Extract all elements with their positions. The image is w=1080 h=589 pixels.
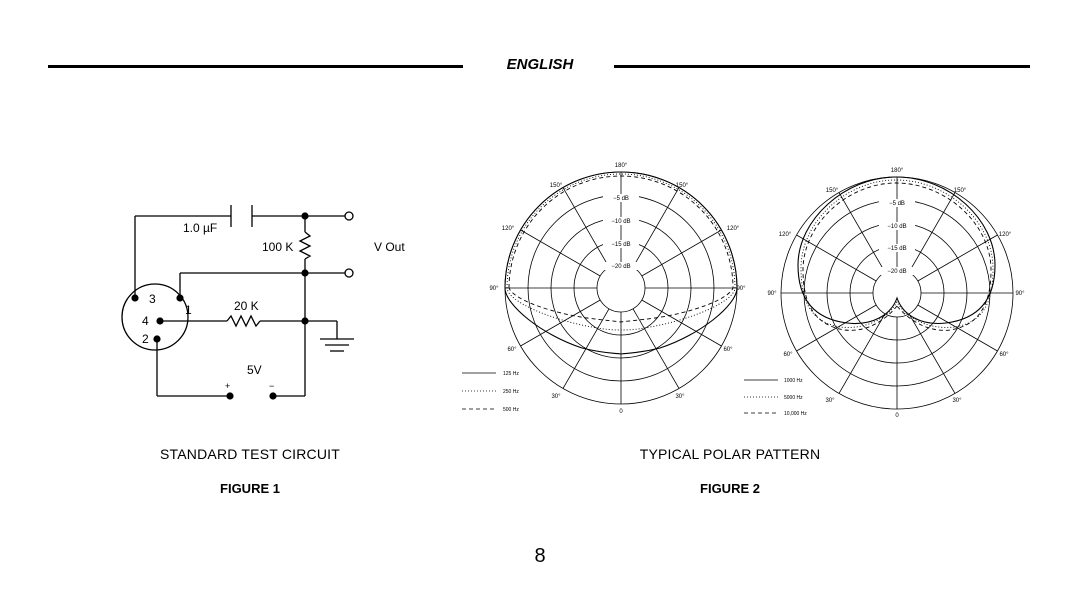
angle-label-90-left: 90°	[767, 291, 777, 297]
polar-grid-spoke	[909, 193, 955, 273]
figure-1-caption: STANDARD TEST CIRCUIT	[160, 446, 340, 462]
supply-minus-label: −	[269, 381, 275, 391]
polar-grid-ring	[873, 269, 921, 317]
polar-grid-spoke	[918, 305, 998, 351]
polar-grid-spoke	[797, 305, 877, 351]
angle-label-90-left: 90°	[489, 286, 499, 292]
polar-grid-spoke	[839, 314, 885, 394]
angle-label-0: 0	[895, 413, 899, 419]
angle-label-30-left: 30°	[825, 398, 835, 404]
angle-label-90-right: 90°	[736, 286, 746, 292]
db-label-15: −15 dB	[611, 242, 631, 248]
angle-label-180: 180°	[614, 163, 628, 169]
supply-label: 5V	[247, 363, 262, 377]
db-label-5: −5 dB	[613, 196, 629, 202]
angle-label-120-right: 120°	[726, 226, 740, 232]
pin-4-label: 4	[142, 314, 149, 328]
db-label-20: −20 dB	[611, 264, 631, 270]
legend-label-5000hz: 5000 Hz	[784, 395, 803, 401]
polar-grid-spoke	[909, 314, 955, 394]
capacitor-label: 1.0 µF	[183, 221, 218, 235]
pin-3-label: 3	[149, 292, 156, 306]
legend-label-1000hz: 1000 Hz	[784, 378, 803, 384]
db-label-15: −15 dB	[887, 246, 907, 252]
angle-label-120-right: 120°	[998, 232, 1012, 238]
legend-label-250hz: 250 Hz	[503, 389, 519, 395]
section-title: ENGLISH	[506, 56, 574, 73]
db-label-10: −10 dB	[887, 224, 907, 230]
angle-label-30-right: 30°	[675, 394, 685, 400]
angle-label-30-right: 30°	[952, 398, 962, 404]
figure-2-label: FIGURE 2	[700, 481, 760, 496]
angle-label-120-left: 120°	[501, 226, 515, 232]
angle-label-60-left: 60°	[783, 352, 793, 358]
angle-label-120-left: 120°	[778, 232, 792, 238]
angle-label-180: 180°	[890, 168, 904, 174]
angle-label-150-right: 150°	[675, 183, 689, 189]
angle-label-60-right: 60°	[723, 347, 733, 353]
figure-1-label: FIGURE 1	[220, 481, 280, 496]
resistor-100k-label: 100 K	[262, 240, 294, 254]
angle-label-60-right: 60°	[999, 352, 1009, 358]
angle-label-0: 0	[619, 409, 623, 415]
db-label-5: −5 dB	[889, 201, 905, 207]
supply-plus-label: +	[225, 381, 231, 391]
page-number: 8	[534, 545, 546, 567]
angle-label-150-left: 150°	[825, 188, 839, 194]
legend-label-500hz: 500 Hz	[503, 407, 519, 413]
angle-label-60-left: 60°	[507, 347, 517, 353]
polar-grid-spoke	[839, 193, 885, 273]
pin-2-label: 2	[142, 332, 149, 346]
legend-label-125hz: 125 Hz	[503, 371, 519, 377]
figure-2-caption: TYPICAL POLAR PATTERN	[639, 446, 821, 462]
angle-label-150-left: 150°	[549, 183, 563, 189]
angle-label-150-right: 150°	[953, 188, 967, 194]
angle-label-30-left: 30°	[551, 394, 561, 400]
legend-label-10000hz: 10,000 Hz	[784, 411, 807, 417]
resistor-20k-label: 20 K	[234, 299, 259, 313]
pin-1-label: 1	[185, 303, 192, 317]
vout-label: V Out	[374, 240, 405, 254]
db-label-10: −10 dB	[611, 219, 631, 225]
angle-label-90-right: 90°	[1015, 291, 1025, 297]
db-label-20: −20 dB	[887, 269, 907, 275]
